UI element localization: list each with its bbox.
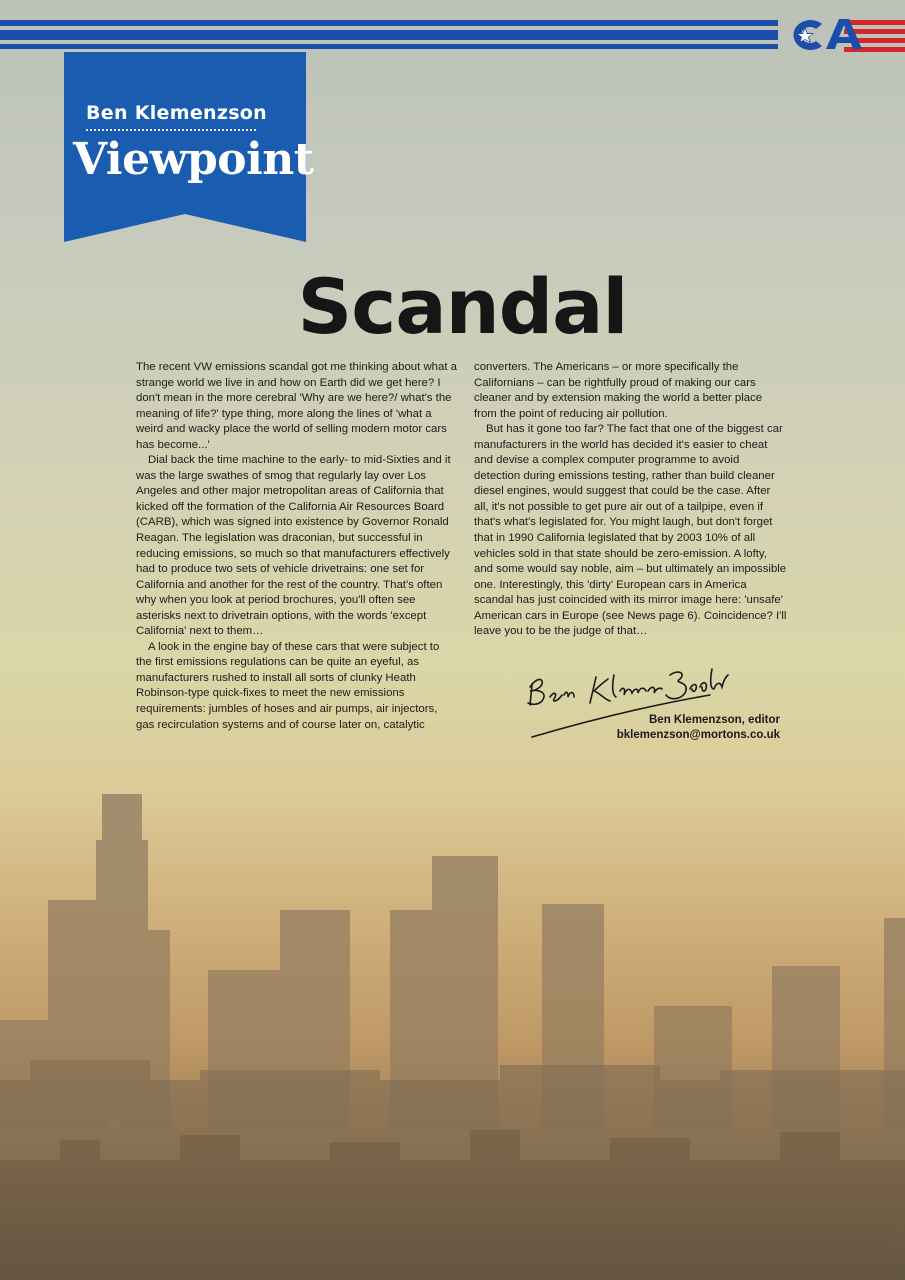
viewpoint-banner [64, 52, 314, 242]
columnist-name: Ben Klemenzson [86, 102, 267, 124]
credit-name: Ben Klemenzson, editor [649, 714, 780, 726]
paragraph: converters. The Americans – or more specifically the Californians – can be rightfully proud of making our cars cleaner and by extension making the world a better place from the point of reducing air pollution. [474, 361, 763, 420]
article-title: Scandal [297, 262, 628, 351]
paragraph: The recent VW emissions scandal got me thinking about what a strange world we live in and how on Earth did we get here? I don't mean in the more cerebral 'Why are we here?/ what's the meaning of life?' type thing, more along the lines of 'what a weird and wacky place the world of selling modern motor cars has become...' [136, 361, 458, 451]
author-credit [560, 713, 780, 743]
header-stripe [0, 20, 778, 26]
credit-email: bklemenzson@mortons.co.uk [616, 729, 780, 741]
article-column-2 [474, 360, 788, 640]
header-stripe [0, 44, 778, 49]
section-title: Viewpoint [73, 134, 314, 185]
paragraph: Dial back the time machine to the early- to mid-Sixties and it was the large swathes of smog that regularly lay over Los Angeles and other major metropolitan areas of California that kicked off the formation of the California Air Resources Board (CARB), which was signed into existence by Governor Ronald Reagan. The legislation was draconian, but successful in reducing emissions, so much so that manufacturers effectively had to produce two sets of vehicle drivetrains: one set for California and another for the rest of the country. That's often why when you look at period brochures, you'll often see asterisks next to drivetrain options, with the words 'except California' next to them… [136, 454, 451, 638]
header-stripe [0, 30, 778, 40]
ca-logo [782, 14, 905, 54]
paragraph: A look in the engine bay of these cars that were subject to the first emissions regulations can be quite an eyeful, as manufacturers rushed to install all sorts of clunky Heath Robinson-type quick-fixes to meet the new emissions requirements: jumbles of hoses and air pumps, air injectors, gas recirculation systems and of course later on, catalytic [136, 640, 440, 731]
article-column-1 [136, 360, 458, 733]
smog-skyline-photo [0, 780, 905, 1280]
dotted-divider [86, 129, 256, 131]
paragraph: But has it gone too far? The fact that one of the biggest car manufacturers in the world has decided it's easier to cheat and devise a complex computer programme to avoid detection during emissions testing, rather than build cleaner diesel engines, would suggest that could be the case. After all, it's not possible to get pure air out of a tailpipe, even if that's what's legislated for. You might laugh, but don't forget that in 1990 California legislated that by 2003 10% of all vehicles sold in that state should be zero-emission. A lofty, and some would say noble, aim – but ultimately an impossible one. Interestingly, this 'dirty' European cars in America scandal has just coincided with its mirror image here: 'unsafe' American cars in Europe (see News page 6). Coincidence? I'll leave you to be the judge of that… [474, 423, 787, 638]
